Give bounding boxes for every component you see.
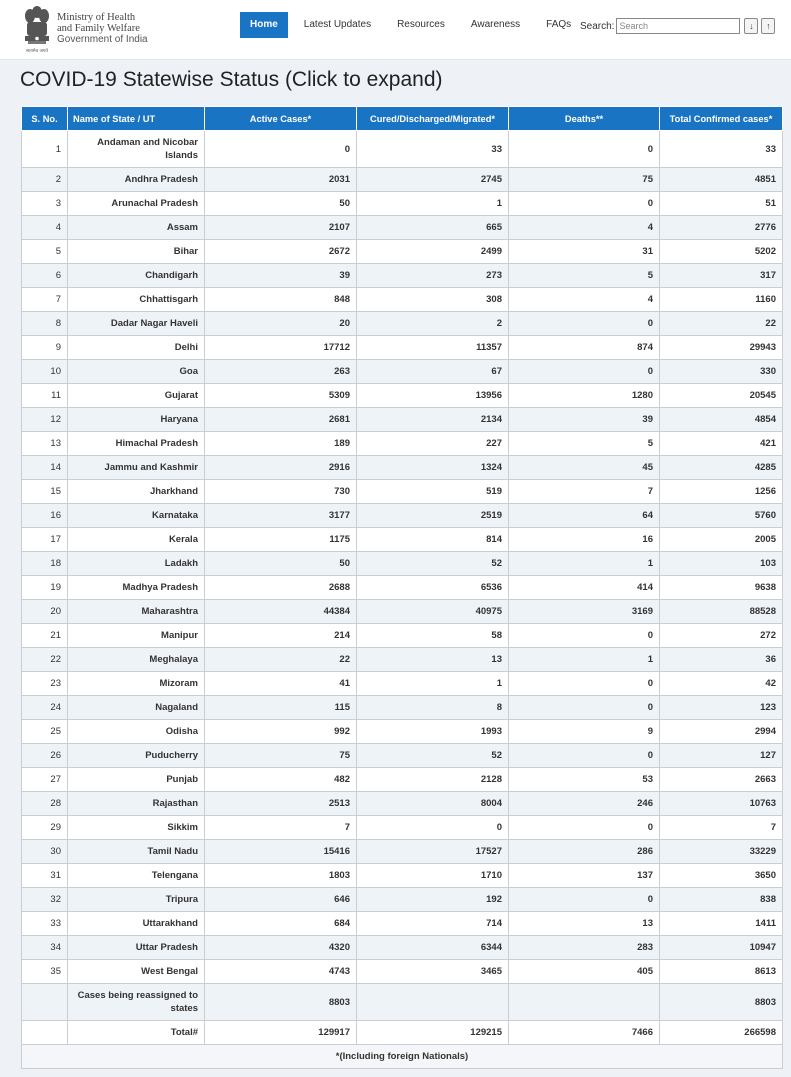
cell-total: 1411	[660, 912, 783, 936]
cell-active: 0	[205, 131, 357, 168]
cell-total: 123	[660, 696, 783, 720]
cell-deaths: 39	[509, 408, 660, 432]
cell-active: 482	[205, 768, 357, 792]
cell-total: 2776	[660, 216, 783, 240]
cell-total: 3650	[660, 864, 783, 888]
arrow-down-icon: ↓	[749, 21, 754, 31]
cell-total: 22	[660, 312, 783, 336]
table-row	[22, 624, 783, 648]
cell-deaths: 1	[509, 552, 660, 576]
cell-total: 5202	[660, 240, 783, 264]
table-row	[22, 216, 783, 240]
cell-state: Rajasthan	[68, 792, 205, 816]
cell-active: 5309	[205, 384, 357, 408]
cell-total: 272	[660, 624, 783, 648]
cell-active: 1175	[205, 528, 357, 552]
emblem-motto: सत्यमेव जयते	[25, 49, 49, 54]
table-row	[22, 360, 783, 384]
cell-total: 5760	[660, 504, 783, 528]
cell-active: 44384	[205, 600, 357, 624]
cell-state: Uttar Pradesh	[68, 936, 205, 960]
cell-deaths: 246	[509, 792, 660, 816]
cell-sno: 33	[22, 912, 68, 936]
cell-active: 20	[205, 312, 357, 336]
cell-cured: 58	[357, 624, 509, 648]
cell-state: Andhra Pradesh	[68, 168, 205, 192]
cell-sno: 22	[22, 648, 68, 672]
cell-cured: 2128	[357, 768, 509, 792]
table-row	[22, 264, 783, 288]
cell-deaths: 0	[509, 888, 660, 912]
cell-sno: 24	[22, 696, 68, 720]
nav-awareness[interactable]: Awareness	[470, 19, 521, 30]
cell-state: Himachal Pradesh	[68, 432, 205, 456]
cell-active: 22	[205, 648, 357, 672]
table-row	[22, 816, 783, 840]
cell-cured: 11357	[357, 336, 509, 360]
cell-total: 266598	[660, 1021, 783, 1045]
cell-deaths: 53	[509, 768, 660, 792]
table-row	[22, 288, 783, 312]
cell-cured: 1710	[357, 864, 509, 888]
table-row	[22, 936, 783, 960]
table-row	[22, 552, 783, 576]
cell-total: 33	[660, 131, 783, 168]
cell-total: 42	[660, 672, 783, 696]
cell-active: 8803	[205, 984, 357, 1021]
cell-active: 646	[205, 888, 357, 912]
table-row	[22, 648, 783, 672]
cell-deaths: 3169	[509, 600, 660, 624]
cell-deaths: 0	[509, 744, 660, 768]
table-row	[22, 240, 783, 264]
cell-active: 214	[205, 624, 357, 648]
cell-active: 50	[205, 192, 357, 216]
cell-sno: 8	[22, 312, 68, 336]
cell-deaths: 4	[509, 216, 660, 240]
cell-total: 1160	[660, 288, 783, 312]
cell-total: 33229	[660, 840, 783, 864]
table-row	[22, 312, 783, 336]
cell-state: Puducherry	[68, 744, 205, 768]
site-header	[0, 0, 791, 60]
cell-sno: 3	[22, 192, 68, 216]
cell-total: 4854	[660, 408, 783, 432]
cell-deaths: 0	[509, 360, 660, 384]
cell-cured: 2134	[357, 408, 509, 432]
cell-cured: 192	[357, 888, 509, 912]
cell-cured: 2745	[357, 168, 509, 192]
table-row	[22, 672, 783, 696]
cell-cured: 33	[357, 131, 509, 168]
table-footnote: *(Including foreign Nationals)	[22, 1045, 783, 1069]
cell-state: Jammu and Kashmir	[68, 456, 205, 480]
cell-active: 17712	[205, 336, 357, 360]
ministry-name-line3: Government of India	[57, 34, 148, 45]
cell-cured: 13956	[357, 384, 509, 408]
cell-total: 8803	[660, 984, 783, 1021]
cell-sno: 6	[22, 264, 68, 288]
header-cured[interactable]: Cured/Discharged/Migrated*	[357, 107, 509, 131]
cell-state: Bihar	[68, 240, 205, 264]
cell-state: West Bengal	[68, 960, 205, 984]
cell-state: Sikkim	[68, 816, 205, 840]
cell-deaths: 7466	[509, 1021, 660, 1045]
search-next-button[interactable]	[744, 18, 758, 34]
cell-deaths: 874	[509, 336, 660, 360]
nav-latest-updates[interactable]: Latest Updates	[303, 19, 372, 30]
cell-cured: 6344	[357, 936, 509, 960]
cell-deaths: 414	[509, 576, 660, 600]
cell-state: Nagaland	[68, 696, 205, 720]
cell-total: 127	[660, 744, 783, 768]
cell-state: Goa	[68, 360, 205, 384]
header-sno[interactable]: S. No.	[22, 107, 68, 131]
table-footnote-row	[22, 1045, 783, 1069]
ministry-logo[interactable]	[20, 4, 150, 56]
statewise-table-container	[21, 106, 782, 1069]
cell-cured: 8004	[357, 792, 509, 816]
cell-state: Delhi	[68, 336, 205, 360]
cell-active: 2672	[205, 240, 357, 264]
cell-total: 51	[660, 192, 783, 216]
table-row	[22, 168, 783, 192]
cell-cured: 308	[357, 288, 509, 312]
table-row	[22, 192, 783, 216]
cell-active: 2513	[205, 792, 357, 816]
cell-state: Dadar Nagar Haveli	[68, 312, 205, 336]
cell-state: Odisha	[68, 720, 205, 744]
table-row	[22, 456, 783, 480]
cell-sno: 1	[22, 131, 68, 168]
cell-active: 15416	[205, 840, 357, 864]
header-active[interactable]: Active Cases*	[205, 107, 357, 131]
cell-sno: 21	[22, 624, 68, 648]
national-emblem-icon	[22, 4, 52, 54]
ministry-name-line1: Ministry of Health	[57, 12, 136, 23]
cell-active: 1803	[205, 864, 357, 888]
cell-cured: 1324	[357, 456, 509, 480]
cell-cured: 1	[357, 672, 509, 696]
cell-total: 36	[660, 648, 783, 672]
cell-sno: 30	[22, 840, 68, 864]
cell-sno: 32	[22, 888, 68, 912]
nav-home[interactable]: Home	[240, 12, 288, 38]
cell-cured: 714	[357, 912, 509, 936]
cell-state: Gujarat	[68, 384, 205, 408]
cell-sno: 18	[22, 552, 68, 576]
cell-deaths: 286	[509, 840, 660, 864]
cell-state: Jharkhand	[68, 480, 205, 504]
cell-sno: 34	[22, 936, 68, 960]
cell-sno: 9	[22, 336, 68, 360]
ministry-name	[57, 12, 148, 45]
cell-cured: 1993	[357, 720, 509, 744]
cell-sno: 7	[22, 288, 68, 312]
statewise-status-table	[21, 106, 783, 1069]
cell-state: Total#	[68, 1021, 205, 1045]
cell-sno: 10	[22, 360, 68, 384]
cell-sno: 29	[22, 816, 68, 840]
cell-state: Arunachal Pradesh	[68, 192, 205, 216]
cell-deaths: 0	[509, 131, 660, 168]
cell-state: Tamil Nadu	[68, 840, 205, 864]
table-row	[22, 720, 783, 744]
main-nav	[240, 12, 587, 38]
table-row	[22, 528, 783, 552]
cell-deaths: 4	[509, 288, 660, 312]
cell-state: Manipur	[68, 624, 205, 648]
cell-sno: 26	[22, 744, 68, 768]
cell-deaths: 5	[509, 264, 660, 288]
table-row	[22, 131, 783, 168]
table-row	[22, 1021, 783, 1045]
cell-total: 29943	[660, 336, 783, 360]
cell-active: 41	[205, 672, 357, 696]
cell-total: 7	[660, 816, 783, 840]
cell-sno	[22, 984, 68, 1021]
cell-state: Maharashtra	[68, 600, 205, 624]
cell-cured: 40975	[357, 600, 509, 624]
cell-cured: 273	[357, 264, 509, 288]
cell-cured: 17527	[357, 840, 509, 864]
cell-cured: 0	[357, 816, 509, 840]
cell-deaths: 45	[509, 456, 660, 480]
cell-active: 4743	[205, 960, 357, 984]
cell-deaths: 5	[509, 432, 660, 456]
cell-state: Mizoram	[68, 672, 205, 696]
cell-active: 50	[205, 552, 357, 576]
cell-state: Cases being reassigned to states	[68, 984, 205, 1021]
cell-cured	[357, 984, 509, 1021]
cell-active: 2681	[205, 408, 357, 432]
cell-active: 7	[205, 816, 357, 840]
cell-deaths: 1280	[509, 384, 660, 408]
cell-state: Telengana	[68, 864, 205, 888]
table-row	[22, 768, 783, 792]
cell-active: 2107	[205, 216, 357, 240]
cell-active: 2688	[205, 576, 357, 600]
cell-active: 730	[205, 480, 357, 504]
table-row	[22, 408, 783, 432]
cell-deaths: 1	[509, 648, 660, 672]
cell-cured: 665	[357, 216, 509, 240]
cell-state: Kerala	[68, 528, 205, 552]
cell-cured: 8	[357, 696, 509, 720]
cell-active: 129917	[205, 1021, 357, 1045]
table-row	[22, 432, 783, 456]
cell-state: Punjab	[68, 768, 205, 792]
cell-cured: 6536	[357, 576, 509, 600]
cell-active: 2031	[205, 168, 357, 192]
table-row	[22, 480, 783, 504]
cell-deaths: 75	[509, 168, 660, 192]
cell-deaths: 283	[509, 936, 660, 960]
cell-sno: 13	[22, 432, 68, 456]
table-row	[22, 960, 783, 984]
cell-total: 2005	[660, 528, 783, 552]
cell-cured: 1	[357, 192, 509, 216]
cell-state: Karnataka	[68, 504, 205, 528]
cell-cured: 2519	[357, 504, 509, 528]
search-input[interactable]	[616, 18, 740, 34]
cell-total: 317	[660, 264, 783, 288]
table-row	[22, 504, 783, 528]
cell-deaths: 405	[509, 960, 660, 984]
cell-total: 1256	[660, 480, 783, 504]
cell-cured: 3465	[357, 960, 509, 984]
cell-deaths: 7	[509, 480, 660, 504]
cell-state: Andaman and Nicobar Islands	[68, 131, 205, 168]
cell-deaths: 0	[509, 696, 660, 720]
search-prev-button[interactable]	[761, 18, 775, 34]
cell-deaths: 0	[509, 192, 660, 216]
search-bar	[580, 18, 775, 34]
cell-sno: 25	[22, 720, 68, 744]
cell-active: 684	[205, 912, 357, 936]
cell-state: Madhya Pradesh	[68, 576, 205, 600]
cell-sno: 35	[22, 960, 68, 984]
cell-state: Tripura	[68, 888, 205, 912]
table-row	[22, 888, 783, 912]
cell-cured: 129215	[357, 1021, 509, 1045]
cell-active: 2916	[205, 456, 357, 480]
cell-sno: 2	[22, 168, 68, 192]
cell-sno: 17	[22, 528, 68, 552]
cell-sno: 27	[22, 768, 68, 792]
cell-state: Ladakh	[68, 552, 205, 576]
cell-cured: 52	[357, 744, 509, 768]
page-title[interactable]: COVID-19 Statewise Status (Click to expand)	[20, 68, 443, 91]
cell-state: Assam	[68, 216, 205, 240]
cell-sno: 16	[22, 504, 68, 528]
header-total[interactable]: Total Confirmed cases*	[660, 107, 783, 131]
cell-total: 20545	[660, 384, 783, 408]
cell-deaths: 0	[509, 624, 660, 648]
table-row	[22, 384, 783, 408]
search-label: Search:	[580, 20, 615, 32]
table-row	[22, 792, 783, 816]
cell-cured: 2	[357, 312, 509, 336]
cell-total: 330	[660, 360, 783, 384]
cell-state: Uttarakhand	[68, 912, 205, 936]
cell-state: Chhattisgarh	[68, 288, 205, 312]
table-header-row	[22, 107, 783, 131]
cell-sno: 20	[22, 600, 68, 624]
cell-active: 39	[205, 264, 357, 288]
cell-cured: 67	[357, 360, 509, 384]
cell-deaths	[509, 984, 660, 1021]
header-state[interactable]: Name of State / UT	[68, 107, 205, 131]
table-row	[22, 696, 783, 720]
cell-state: Haryana	[68, 408, 205, 432]
table-row	[22, 912, 783, 936]
cell-active: 4320	[205, 936, 357, 960]
cell-active: 263	[205, 360, 357, 384]
header-deaths[interactable]: Deaths**	[509, 107, 660, 131]
cell-sno: 15	[22, 480, 68, 504]
table-row	[22, 840, 783, 864]
ministry-name-line2: and Family Welfare	[57, 23, 140, 34]
cell-cured: 814	[357, 528, 509, 552]
cell-total: 103	[660, 552, 783, 576]
cell-total: 2663	[660, 768, 783, 792]
cell-sno: 14	[22, 456, 68, 480]
table-body	[22, 131, 783, 1045]
cell-total: 10763	[660, 792, 783, 816]
cell-deaths: 31	[509, 240, 660, 264]
cell-sno: 28	[22, 792, 68, 816]
cell-active: 189	[205, 432, 357, 456]
cell-total: 10947	[660, 936, 783, 960]
cell-cured: 519	[357, 480, 509, 504]
cell-sno: 5	[22, 240, 68, 264]
cell-sno: 4	[22, 216, 68, 240]
table-row	[22, 576, 783, 600]
cell-total: 88528	[660, 600, 783, 624]
nav-resources[interactable]: Resources	[397, 19, 445, 30]
cell-total: 8613	[660, 960, 783, 984]
table-row	[22, 600, 783, 624]
table-row	[22, 336, 783, 360]
cell-active: 3177	[205, 504, 357, 528]
cell-state: Meghalaya	[68, 648, 205, 672]
cell-active: 115	[205, 696, 357, 720]
cell-cured: 13	[357, 648, 509, 672]
nav-faqs[interactable]: FAQs	[546, 19, 572, 30]
cell-total: 4285	[660, 456, 783, 480]
cell-total: 838	[660, 888, 783, 912]
table-row	[22, 744, 783, 768]
cell-sno: 23	[22, 672, 68, 696]
cell-deaths: 16	[509, 528, 660, 552]
cell-active: 75	[205, 744, 357, 768]
cell-sno: 12	[22, 408, 68, 432]
cell-deaths: 13	[509, 912, 660, 936]
table-row	[22, 864, 783, 888]
cell-total: 9638	[660, 576, 783, 600]
cell-sno: 31	[22, 864, 68, 888]
cell-cured: 2499	[357, 240, 509, 264]
cell-total: 2994	[660, 720, 783, 744]
table-row	[22, 984, 783, 1021]
cell-deaths: 9	[509, 720, 660, 744]
cell-state: Chandigarh	[68, 264, 205, 288]
cell-deaths: 137	[509, 864, 660, 888]
cell-deaths: 64	[509, 504, 660, 528]
cell-sno: 11	[22, 384, 68, 408]
cell-total: 421	[660, 432, 783, 456]
cell-active: 992	[205, 720, 357, 744]
cell-active: 848	[205, 288, 357, 312]
cell-total: 4851	[660, 168, 783, 192]
cell-sno: 19	[22, 576, 68, 600]
cell-deaths: 0	[509, 312, 660, 336]
cell-deaths: 0	[509, 672, 660, 696]
cell-cured: 227	[357, 432, 509, 456]
cell-sno	[22, 1021, 68, 1045]
arrow-up-icon: ↑	[766, 21, 771, 31]
cell-deaths: 0	[509, 816, 660, 840]
cell-cured: 52	[357, 552, 509, 576]
